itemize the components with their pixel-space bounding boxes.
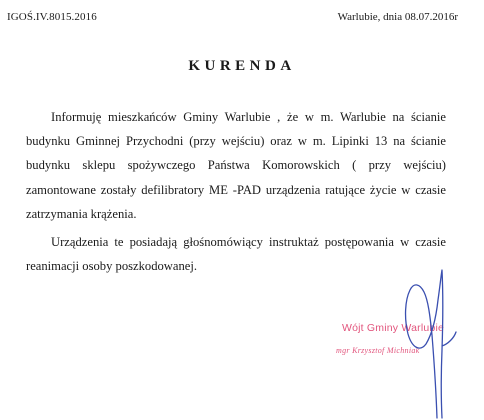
- official-stamp-title: Wójt Gminy Warlubie: [342, 322, 445, 334]
- document-body: [26, 105, 446, 278]
- document-title: KURENDA: [188, 58, 296, 74]
- official-stamp-name: mgr Krzysztof Michniak: [336, 346, 420, 355]
- place-date: Warlubie, dnia 08.07.2016r: [337, 11, 458, 23]
- reference-number: IGOŚ.IV.8015.2016: [7, 11, 97, 23]
- paragraph-2: Urządzenia te posiadają głośnomówiący instruktaż postępowania w czasie reanimacji osoby poszkodowanej.: [26, 235, 446, 274]
- paragraph-1: Informuję mieszkańców Gminy Warlubie , że w m. Warlubie na ścianie budynku Gminnej Przychodni (przy wejściu) oraz w m. Lipinki 13 na ścianie budynku sklepu spożywczego Państwa Komorowskich ( przy wejściu) zamontowane zostały defilibratory ME -PAD urządzenia ratujące życie w czasie zatrzymania krążenia.: [26, 110, 446, 221]
- signature-stroke: [406, 270, 456, 418]
